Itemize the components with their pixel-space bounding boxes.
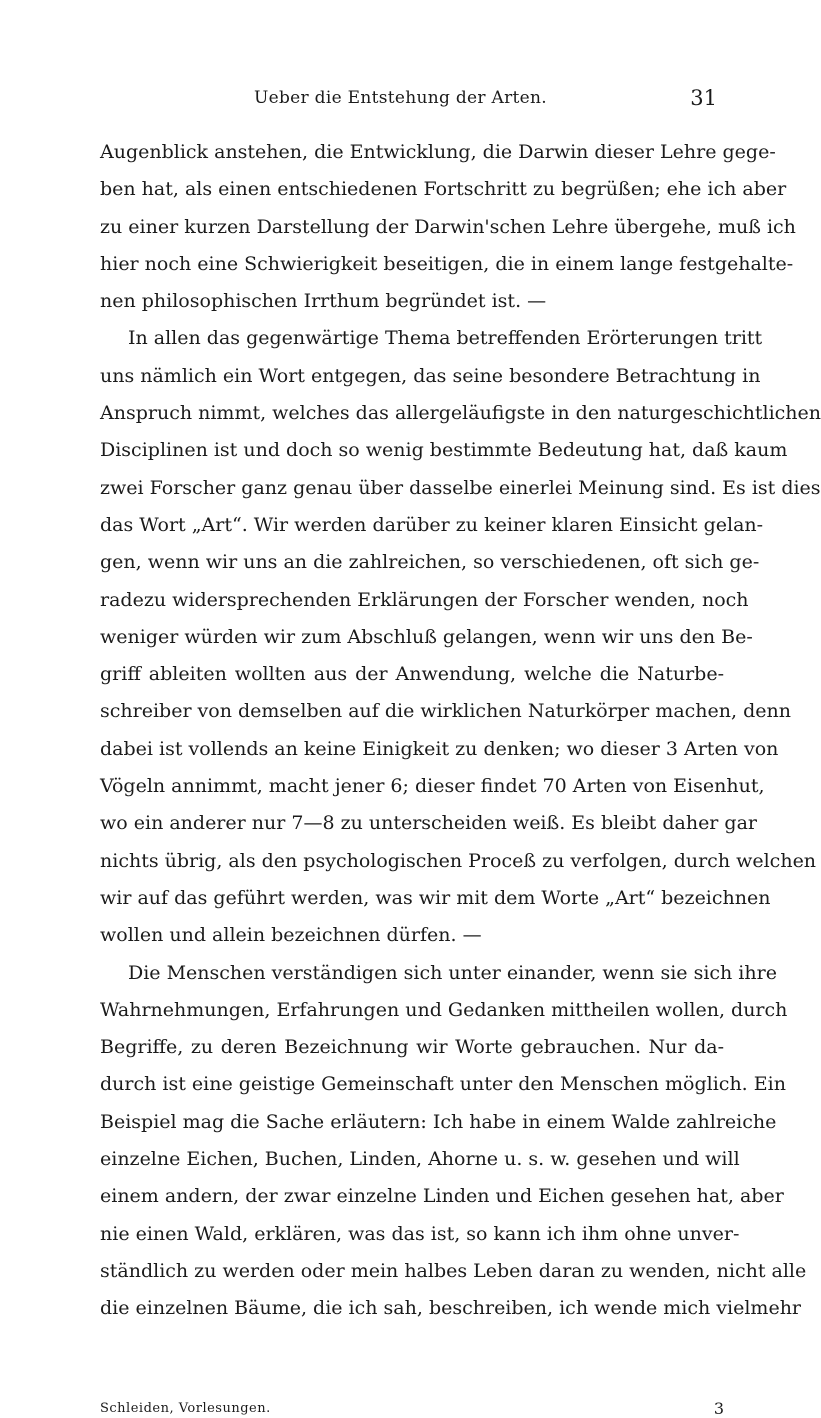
text-line: Beispiel mag die Sache erläutern: Ich habe in einem Walde zahlreiche xyxy=(100,1110,777,1133)
text-line: nen philosophischen Irrthum begründet ist. — xyxy=(100,290,547,313)
text-line: Die Menschen verständigen sich unter einander, wenn sie sich ihre xyxy=(128,961,777,984)
text-line: durch ist eine geistige Gemeinschaft unter den Menschen möglich. Ein xyxy=(100,1073,786,1096)
text-line: Begriffe, zu deren Bezeichnung wir Worte gebrauchen. Nur da- xyxy=(100,1036,724,1059)
text-line: einzelne Eichen, Buchen, Linden, Ahorne u. s. w. gesehen und will xyxy=(100,1148,740,1171)
text-line: einem andern, der zwar einzelne Linden und Eichen gesehen hat, aber xyxy=(100,1185,784,1208)
text-line: Anspruch nimmt, welches das allergeläufigste in den naturgeschichtlichen xyxy=(100,402,821,425)
text-line: dabei ist vollends an keine Einigkeit zu denken; wo dieser 3 Arten von xyxy=(100,737,779,760)
text-line: griff ableiten wollten aus der Anwendung, welche die Naturbe- xyxy=(100,663,724,686)
sheet-number: 3 xyxy=(713,1399,724,1418)
text-line: gen, wenn wir uns an die zahlreichen, so verschiedenen, oft sich ge- xyxy=(100,551,760,574)
text-line: In allen das gegenwärtige Thema betreffenden Erörterungen tritt xyxy=(128,327,763,350)
text-line: die einzelnen Bäume, die ich sah, beschreiben, ich wende mich vielmehr xyxy=(100,1297,802,1320)
text-line: Wahrnehmungen, Erfahrungen und Gedanken mittheilen wollen, durch xyxy=(100,998,788,1021)
text-line: ben hat, als einen entschiedenen Fortschritt zu begrüßen; ehe ich aber xyxy=(100,178,787,201)
text-line: wollen und allein bezeichnen dürfen. — xyxy=(100,924,482,947)
running-title: Ueber die Entstehung der Arten. xyxy=(253,88,547,108)
signature-line: Schleiden, Vorlesungen. xyxy=(100,1401,271,1416)
text-line: nichts übrig, als den psychologischen Proceß zu verfolgen, durch welchen xyxy=(100,849,817,872)
page-number: 31 xyxy=(690,86,717,110)
text-line: zwei Forscher ganz genau über dasselbe einerlei Meinung sind. Es ist dies xyxy=(100,476,821,499)
text-line: weniger würden wir zum Abschluß gelangen, wenn wir uns den Be- xyxy=(100,625,753,648)
text-line: schreiber von demselben auf die wirklichen Naturkörper machen, denn xyxy=(100,700,791,723)
text-line: Vögeln annimmt, macht jener 6; dieser findet 70 Arten von Eisenhut, xyxy=(100,775,765,798)
text-line: Disciplinen ist und doch so wenig bestimmte Bedeutung hat, daß kaum xyxy=(100,439,788,462)
running-head xyxy=(0,86,801,112)
text-line: ständlich zu werden oder mein halbes Leben daran zu wenden, nicht alle xyxy=(100,1259,807,1282)
text-line: wir auf das geführt werden, was wir mit dem Worte „Art“ bezeichnen xyxy=(100,886,771,909)
text-line: hier noch eine Schwierigkeit beseitigen, die in einem lange festgehalte- xyxy=(100,252,794,275)
page-footer xyxy=(100,1401,724,1417)
text-line: zu einer kurzen Darstellung der Darwin'schen Lehre übergehe, muß ich xyxy=(100,215,796,238)
text-line: uns nämlich ein Wort entgegen, das seine besondere Betrachtung in xyxy=(100,364,761,387)
text-line: das Wort „Art“. Wir werden darüber zu keiner klaren Einsicht gelan- xyxy=(100,513,764,536)
text-line: wo ein anderer nur 7—8 zu unterscheiden weiß. Es bleibt daher gar xyxy=(100,812,758,835)
body-text xyxy=(100,134,821,1328)
text-line: Augenblick anstehen, die Entwicklung, die Darwin dieser Lehre gege- xyxy=(100,141,776,163)
text-line: radezu widersprechenden Erklärungen der Forscher wenden, noch xyxy=(100,588,749,611)
text-line: nie einen Wald, erklären, was das ist, so kann ich ihm ohne unver- xyxy=(100,1222,740,1245)
